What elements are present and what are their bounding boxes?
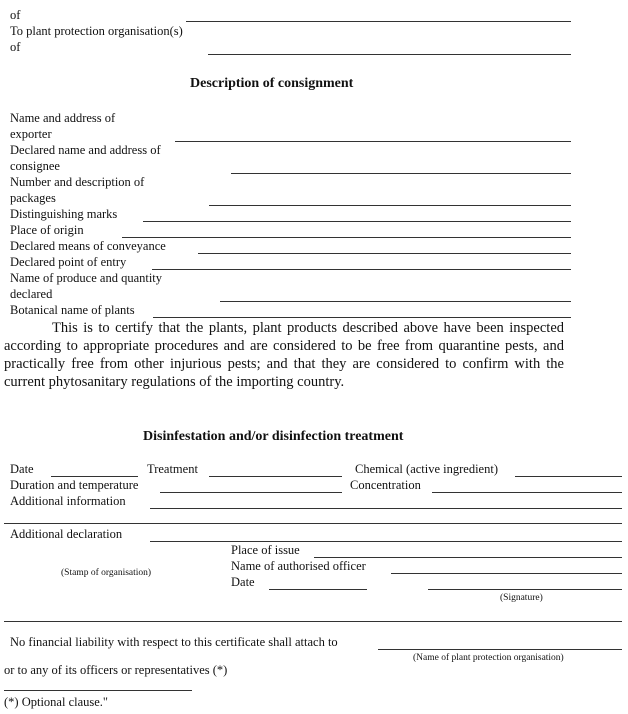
- conveyance-label: Declared means of conveyance: [10, 239, 166, 253]
- packages-field-line[interactable]: [209, 205, 571, 206]
- org-name-caption: (Name of plant protection organisation): [413, 653, 564, 663]
- origin-field-line[interactable]: [122, 237, 571, 238]
- chemical-label: Chemical (active ingredient): [355, 462, 498, 476]
- concentration-field-line[interactable]: [432, 492, 622, 493]
- entry-field-line[interactable]: [152, 269, 571, 270]
- of-field-line-1[interactable]: [186, 21, 571, 22]
- entry-label: Declared point of entry: [10, 255, 127, 269]
- signature-caption: (Signature): [500, 593, 543, 603]
- of-label-2: of: [10, 40, 21, 54]
- produce-field-line[interactable]: [220, 301, 571, 302]
- footnote-rule: [4, 690, 192, 691]
- botanical-field-line[interactable]: [153, 317, 571, 318]
- additional-info-field-line[interactable]: [150, 508, 622, 509]
- additional-info-field-line-2[interactable]: [4, 523, 622, 524]
- botanical-label: Botanical name of plants: [10, 303, 135, 317]
- treatment-label: Treatment: [147, 462, 198, 476]
- concentration-label: Concentration: [350, 478, 421, 492]
- to-org-label: To plant protection organisation(s): [10, 24, 183, 38]
- certification-paragraph: This is to certify that the plants, plant products described above have been inspected according to appropriate procedures and are considered to be free from quarantine pests, and practically free from other injurious pests; and that they are considered to confirm with the current phytosanitary regulations of the importing country.: [4, 320, 564, 390]
- stamp-caption: (Stamp of organisation): [61, 568, 152, 578]
- origin-label: Place of origin: [10, 223, 84, 237]
- duration-field-line[interactable]: [160, 492, 342, 493]
- packages-label-1: Number and description of: [10, 175, 145, 189]
- produce-label-1: Name of produce and quantity: [10, 271, 163, 285]
- treatment-heading: Disinfestation and/or disinfection treatment: [143, 429, 404, 444]
- exporter-label-1: Name and address of: [10, 111, 116, 125]
- conveyance-field-line[interactable]: [198, 253, 571, 254]
- marks-label: Distinguishing marks: [10, 207, 118, 221]
- liability-text-2: or to any of its officers or representatives (*): [4, 663, 228, 677]
- authorised-officer-label: Name of authorised officer: [231, 559, 366, 573]
- treatment-field-line[interactable]: [209, 476, 342, 477]
- packages-label-2: packages: [10, 191, 56, 205]
- of-field-line-2[interactable]: [208, 54, 571, 55]
- place-of-issue-field-line[interactable]: [314, 557, 622, 558]
- declaration-date-label: Date: [231, 575, 255, 589]
- liability-text-1: No financial liability with respect to this certificate shall attach to: [10, 635, 338, 649]
- declaration-date-field-line[interactable]: [269, 589, 367, 590]
- consignee-label-1: Declared name and address of: [10, 143, 161, 157]
- treatment-date-label: Date: [10, 462, 34, 476]
- marks-field-line[interactable]: [143, 221, 571, 222]
- section-divider-line: [4, 621, 622, 622]
- exporter-field-line[interactable]: [175, 141, 571, 142]
- consignee-label-2: consignee: [10, 159, 60, 173]
- treatment-date-field-line[interactable]: [51, 476, 138, 477]
- org-name-field-line[interactable]: [378, 649, 622, 650]
- place-of-issue-label: Place of issue: [231, 543, 300, 557]
- signature-field-line[interactable]: [428, 589, 622, 590]
- exporter-label-2: exporter: [10, 127, 52, 141]
- produce-label-2: declared: [10, 287, 53, 301]
- consignee-field-line[interactable]: [231, 173, 571, 174]
- chemical-field-line[interactable]: [515, 476, 622, 477]
- additional-declaration-label: Additional declaration: [10, 527, 123, 541]
- duration-label: Duration and temperature: [10, 478, 139, 492]
- of-label-1: of: [10, 8, 21, 22]
- consignment-heading: Description of consignment: [190, 76, 354, 91]
- additional-info-label: Additional information: [10, 494, 126, 508]
- optional-clause-footnote: (*) Optional clause.": [4, 695, 109, 709]
- authorised-officer-field-line[interactable]: [391, 573, 622, 574]
- additional-declaration-field-line[interactable]: [150, 541, 622, 542]
